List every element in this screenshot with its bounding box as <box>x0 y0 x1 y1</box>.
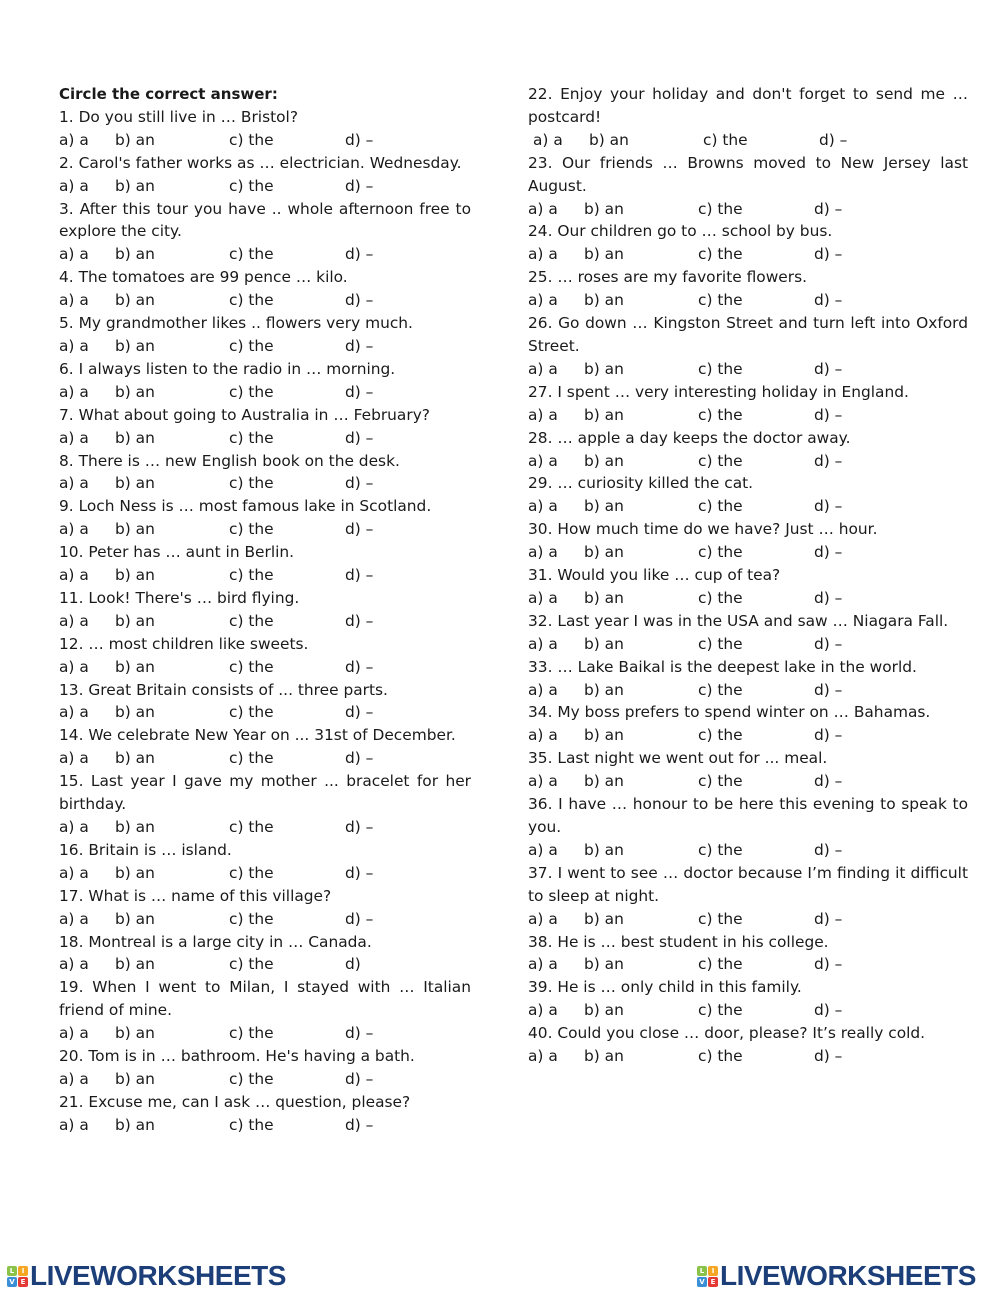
question-text: 22. Enjoy your holiday and don't forget to send me … postcard! <box>528 85 968 126</box>
answer-option-a[interactable]: a) a <box>528 451 558 470</box>
answer-option-a[interactable]: a) a <box>528 955 558 974</box>
question-text: 18. Montreal is a large city in … Canada. <box>59 932 372 951</box>
answer-option-d[interactable]: d) – <box>814 1001 843 1020</box>
answer-option-d[interactable]: d) – <box>814 772 843 791</box>
answer-option-d[interactable]: d) – <box>345 291 374 310</box>
answer-option-a[interactable]: a) a <box>528 359 558 378</box>
answer-option-b[interactable]: b) an <box>115 1024 155 1043</box>
answer-options <box>59 472 471 495</box>
answer-option-a[interactable]: a) a <box>59 657 89 676</box>
question-text: 25. … roses are my favorite flowers. <box>528 268 808 287</box>
answer-options <box>59 381 471 404</box>
answer-option-d[interactable]: d) – <box>345 428 374 447</box>
answer-option-d[interactable]: d) – <box>345 703 374 722</box>
answer-option-d[interactable]: d) – <box>345 566 374 585</box>
answer-option-c[interactable]: c) the <box>229 1115 274 1134</box>
answer-option-d[interactable]: d) – <box>814 840 843 859</box>
answer-option-c[interactable]: c) the <box>698 680 743 699</box>
answer-options <box>59 816 471 839</box>
answer-options <box>59 335 471 358</box>
answer-option-a[interactable]: a) a <box>528 245 558 264</box>
answer-option-d[interactable]: d) – <box>345 336 374 355</box>
answer-options <box>528 198 968 221</box>
answer-option-c[interactable]: c) the <box>229 245 274 264</box>
answer-option-a[interactable]: a) a <box>59 1024 89 1043</box>
question-text: 36. I have … honour to be here this evening to speak to you. <box>528 795 968 836</box>
answer-options <box>528 633 968 656</box>
answer-option-b[interactable]: b) an <box>584 291 624 310</box>
answer-option-c[interactable]: c) the <box>229 955 274 974</box>
answer-option-d[interactable]: d) – <box>819 130 848 149</box>
answer-option-d[interactable]: d) – <box>814 588 843 607</box>
question-text: 3. After this tour you have .. whole afternoon free to explore the city. <box>59 199 471 241</box>
question-list-right <box>528 83 968 1068</box>
answer-options <box>528 770 968 793</box>
answer-options <box>59 701 471 724</box>
question-text: 35. Last night we went out for ... meal. <box>528 749 828 768</box>
question-text: 32. Last year I was in the USA and saw … Niagara Fall. <box>528 611 949 630</box>
question-text: 29. … curiosity killed the cat. <box>528 474 754 493</box>
answer-options <box>528 404 968 427</box>
answer-options <box>59 518 471 541</box>
answer-options <box>528 908 968 931</box>
question-text: 28. … apple a day keeps the doctor away. <box>528 428 851 447</box>
answer-option-b[interactable]: b) an <box>584 1001 624 1020</box>
answer-option-b[interactable]: b) an <box>115 818 155 836</box>
question-text: 5. My grandmother likes .. flowers very much. <box>59 314 413 333</box>
answer-option-b[interactable]: b) an <box>115 474 155 493</box>
answer-option-d[interactable]: d) – <box>345 382 374 401</box>
answer-option-c[interactable]: c) the <box>698 199 743 218</box>
answer-option-a[interactable]: a) a <box>528 543 558 562</box>
answer-option-a[interactable]: a) a <box>59 703 89 722</box>
answer-option-d[interactable]: d) – <box>814 291 843 310</box>
question-text: 1. Do you still live in … Bristol? <box>59 107 298 126</box>
answer-option-a[interactable]: a) a <box>59 909 89 928</box>
answer-option-d[interactable]: d) – <box>814 909 843 928</box>
answer-options <box>59 862 471 885</box>
question-text: 30. How much time do we have? Just … hour. <box>528 520 878 539</box>
answer-option-c[interactable]: c) the <box>698 909 743 928</box>
answer-options <box>528 999 968 1022</box>
answer-option-b[interactable]: b) an <box>584 497 624 516</box>
answer-option-a[interactable]: a) a <box>528 634 558 653</box>
answer-option-d[interactable]: d) – <box>345 611 374 630</box>
question-text: 13. Great Britain consists of ... three parts. <box>59 680 388 699</box>
answer-option-c[interactable]: c) the <box>229 428 274 447</box>
answer-option-d[interactable]: d) – <box>814 955 843 974</box>
answer-option-a[interactable]: a) a <box>528 1047 558 1066</box>
question-text: 31. Would you like … cup of tea? <box>528 566 781 585</box>
answer-option-b[interactable]: b) an <box>584 909 624 928</box>
answer-option-b[interactable]: b) an <box>115 611 155 630</box>
question-text: 9. Loch Ness is … most famous lake in Scotland. <box>59 497 432 516</box>
answer-option-d[interactable]: d) – <box>814 199 843 218</box>
answer-option-a[interactable]: a) a <box>528 726 558 745</box>
answer-options <box>59 908 471 931</box>
answer-option-b[interactable]: b) an <box>584 451 624 470</box>
answer-options <box>59 564 471 587</box>
answer-option-a[interactable]: a) a <box>528 497 558 516</box>
answer-options <box>59 129 471 152</box>
answer-option-a[interactable]: a) a <box>59 382 89 401</box>
answer-options <box>59 1068 471 1091</box>
question-text: 7. What about going to Australia in … February? <box>59 405 430 424</box>
question-text: 34. My boss prefers to spend winter on … Bahamas. <box>528 703 931 722</box>
question-text: 17. What is … name of this village? <box>59 886 332 905</box>
answer-option-b[interactable]: b) an <box>584 359 624 378</box>
answer-option-a[interactable]: a) a <box>528 291 558 310</box>
answer-options <box>528 679 968 702</box>
instructions-title: Circle the correct answer: <box>59 85 278 103</box>
question-text: 26. Go down … Kingston Street and turn left into Oxford Street. <box>528 314 968 355</box>
question-text: 23. Our friends … Browns moved to New Jersey last August. <box>528 153 968 195</box>
answer-option-b[interactable]: b) an <box>584 680 624 699</box>
answer-option-b[interactable]: b) an <box>115 863 155 882</box>
question-text: 40. Could you close … door, please? It’s really cold. <box>528 1024 926 1043</box>
answer-option-b[interactable]: b) an <box>115 176 155 195</box>
answer-option-d[interactable]: d) – <box>345 863 374 882</box>
answer-option-b[interactable]: b) an <box>115 703 155 722</box>
answer-option-b[interactable]: b) an <box>115 955 155 974</box>
answer-option-a[interactable]: a) a <box>528 909 558 928</box>
answer-option-d[interactable]: d) – <box>345 176 374 195</box>
answer-option-c[interactable]: c) the <box>698 405 743 424</box>
answer-option-a[interactable]: a) a <box>528 199 558 218</box>
answer-option-a[interactable]: a) a <box>59 428 89 447</box>
question-text: 8. There is … new English book on the desk. <box>59 451 400 470</box>
answer-option-b[interactable]: b) an <box>115 520 155 539</box>
answer-option-c[interactable]: c) the <box>229 130 274 149</box>
question-text: 16. Britain is … island. <box>59 840 232 859</box>
answer-option-c[interactable]: c) the <box>698 543 743 562</box>
answer-option-c[interactable]: c) the <box>698 245 743 264</box>
answer-option-b[interactable]: b) an <box>584 772 624 791</box>
question-text: 12. … most children like sweets. <box>59 634 309 653</box>
answer-option-d[interactable]: d) – <box>814 405 843 424</box>
answer-option-c[interactable]: c) the <box>229 176 274 195</box>
answer-option-c[interactable]: c) the <box>229 818 274 836</box>
answer-options <box>528 541 968 564</box>
question-text: 20. Tom is in … bathroom. He's having a bath. <box>59 1047 415 1066</box>
left-column <box>59 83 471 1137</box>
answer-options <box>59 1022 471 1045</box>
answer-option-c[interactable]: c) the <box>229 749 274 768</box>
answer-option-d[interactable]: d) – <box>814 245 843 264</box>
answer-option-a[interactable]: a) a <box>528 405 558 424</box>
question-text: 39. He is … only child in this family. <box>528 978 802 997</box>
answer-option-d[interactable]: d) – <box>345 1115 374 1134</box>
answer-option-c[interactable]: c) the <box>229 1024 274 1043</box>
answer-option-a[interactable]: a) a <box>59 336 89 355</box>
answer-options <box>59 243 471 266</box>
answer-option-d[interactable]: d) – <box>345 749 374 768</box>
answer-option-c[interactable]: c) the <box>229 382 274 401</box>
answer-option-c[interactable]: c) the <box>229 291 274 310</box>
answer-option-c[interactable]: c) the <box>229 657 274 676</box>
answer-options <box>59 1114 471 1137</box>
answer-options <box>59 747 471 770</box>
answer-option-c[interactable]: c) the <box>698 451 743 470</box>
answer-option-a[interactable]: a) a <box>528 588 558 607</box>
answer-option-a[interactable]: a) a <box>59 863 89 882</box>
answer-option-a[interactable]: a) a <box>59 474 89 493</box>
answer-option-a[interactable]: a) a <box>59 130 89 149</box>
answer-option-d[interactable]: d) – <box>814 726 843 745</box>
question-text: 10. Peter has … aunt in Berlin. <box>59 543 295 562</box>
answer-options <box>59 656 471 679</box>
answer-option-a[interactable]: a) a <box>59 291 89 310</box>
answer-option-c[interactable]: c) the <box>229 611 274 630</box>
answer-option-a[interactable]: a) a <box>59 566 89 585</box>
answer-option-c[interactable]: c) the <box>229 566 274 585</box>
answer-option-a[interactable]: a) a <box>59 1069 89 1088</box>
right-column <box>528 83 968 1068</box>
answer-option-d[interactable]: d) – <box>814 634 843 653</box>
answer-option-d[interactable]: d) – <box>814 1047 843 1066</box>
answer-option-b[interactable]: b) an <box>115 428 155 447</box>
answer-options <box>59 610 471 633</box>
answer-options <box>528 495 968 518</box>
answer-option-c[interactable]: c) the <box>229 1069 274 1088</box>
answer-option-c[interactable]: c) the <box>229 474 274 493</box>
answer-option-c[interactable]: c) the <box>703 130 748 149</box>
question-text: 27. I spent … very interesting holiday in England. <box>528 382 909 401</box>
answer-option-a[interactable]: a) a <box>528 680 558 699</box>
answer-option-c[interactable]: c) the <box>698 955 743 974</box>
answer-option-d[interactable]: d) – <box>814 451 843 470</box>
answer-option-c[interactable]: c) the <box>698 291 743 310</box>
answer-option-d[interactable]: d) – <box>345 474 374 493</box>
answer-option-a[interactable]: a) a <box>59 749 89 768</box>
answer-option-a[interactable]: a) a <box>59 245 89 264</box>
answer-option-b[interactable]: b) an <box>115 657 155 676</box>
answer-option-c[interactable]: c) the <box>698 772 743 791</box>
answer-option-c[interactable]: c) the <box>698 1001 743 1020</box>
answer-option-a[interactable]: a) a <box>59 955 89 974</box>
answer-options <box>528 839 968 862</box>
question-list-left <box>59 106 471 1137</box>
answer-options <box>528 243 968 266</box>
answer-option-a[interactable]: a) a <box>59 520 89 539</box>
answer-options <box>528 724 968 747</box>
question-text: 19. When I went to Milan, I stayed with … Italian friend of mine. <box>59 978 471 1020</box>
question-text: 6. I always listen to the radio in … morning. <box>59 359 396 378</box>
answer-option-c[interactable]: c) the <box>698 359 743 378</box>
answer-options <box>59 175 471 198</box>
answer-options <box>528 358 968 381</box>
question-text: 24. Our children go to … school by bus. <box>528 222 833 241</box>
logo-blocks-icon: L I V E <box>697 1266 718 1287</box>
answer-option-c[interactable]: c) the <box>698 588 743 607</box>
answer-option-d[interactable]: d) <box>345 955 361 974</box>
answer-option-c[interactable]: c) the <box>229 703 274 722</box>
answer-option-d[interactable]: d) – <box>345 1024 374 1043</box>
answer-option-b[interactable]: b) an <box>584 955 624 974</box>
answer-options <box>59 427 471 450</box>
answer-option-d[interactable]: d) – <box>345 818 374 836</box>
answer-option-d[interactable]: d) – <box>814 680 843 699</box>
answer-option-b[interactable]: b) an <box>115 245 155 264</box>
logo-text: LIVEWORKSHEETS <box>720 1260 976 1291</box>
answer-option-b[interactable]: b) an <box>115 566 155 585</box>
answer-option-d[interactable]: d) – <box>814 543 843 562</box>
answer-option-c[interactable]: c) the <box>229 336 274 355</box>
question-text: 37. I went to see … doctor because I’m finding it difficult to sleep at night. <box>528 863 968 905</box>
question-text: 14. We celebrate New Year on ... 31st of December. <box>59 726 456 745</box>
logo-blocks-icon: L I V E <box>7 1266 28 1287</box>
answer-options <box>528 129 968 152</box>
liveworksheets-logo-right <box>697 1260 976 1292</box>
question-text: 21. Excuse me, can I ask … question, please? <box>59 1092 411 1111</box>
answer-options <box>528 587 968 610</box>
question-text: 15. Last year I gave my mother ... bracelet for her birthday. <box>59 772 471 814</box>
answer-option-c[interactable]: c) the <box>229 863 274 882</box>
answer-option-d[interactable]: d) – <box>345 520 374 539</box>
answer-option-c[interactable]: c) the <box>229 909 274 928</box>
answer-option-d[interactable]: d) – <box>345 657 374 676</box>
answer-option-a[interactable]: a) a <box>59 176 89 195</box>
logo-text: LIVEWORKSHEETS <box>30 1260 286 1291</box>
answer-option-b[interactable]: b) an <box>584 1047 624 1066</box>
question-text: 4. The tomatoes are 99 pence … kilo. <box>59 268 348 287</box>
answer-option-b[interactable]: b) an <box>115 1069 155 1088</box>
answer-option-d[interactable]: d) – <box>345 245 374 264</box>
answer-option-d[interactable]: d) – <box>814 359 843 378</box>
answer-option-b[interactable]: b) an <box>584 840 624 859</box>
answer-option-b[interactable]: b) an <box>584 543 624 562</box>
answer-option-b[interactable]: b) an <box>584 588 624 607</box>
answer-option-b[interactable]: b) an <box>584 199 624 218</box>
question-text: 33. … Lake Baikal is the deepest lake in the world. <box>528 657 917 676</box>
answer-options <box>528 1045 968 1068</box>
answer-option-c[interactable]: c) the <box>698 726 743 745</box>
answer-option-c[interactable]: c) the <box>229 520 274 539</box>
answer-option-d[interactable]: d) – <box>345 1069 374 1088</box>
question-text: 2. Carol's father works as … electrician. Wednesday. <box>59 153 462 172</box>
question-text: 38. He is … best student in his college. <box>528 932 829 951</box>
answer-option-c[interactable]: c) the <box>698 1047 743 1066</box>
answer-option-d[interactable]: d) – <box>345 130 374 149</box>
answer-option-d[interactable]: d) – <box>345 909 374 928</box>
answer-option-b[interactable]: b) an <box>115 749 155 768</box>
answer-option-b[interactable]: b) an <box>115 1115 155 1134</box>
answer-option-b[interactable]: b) an <box>584 405 624 424</box>
answer-option-a[interactable]: a) a <box>528 772 558 791</box>
answer-option-b[interactable]: b) an <box>115 291 155 310</box>
answer-options <box>528 953 968 976</box>
liveworksheets-logo-left <box>7 1260 286 1292</box>
answer-option-c[interactable]: c) the <box>698 497 743 516</box>
answer-option-a[interactable]: a) a <box>59 818 89 836</box>
answer-options <box>528 289 968 312</box>
answer-option-a[interactable]: a) a <box>59 611 89 630</box>
answer-option-b[interactable]: b) an <box>115 909 155 928</box>
answer-option-b[interactable]: b) an <box>584 245 624 264</box>
answer-option-a[interactable]: a) a <box>528 1001 558 1020</box>
answer-option-b[interactable]: b) an <box>115 130 155 149</box>
answer-option-b[interactable]: b) an <box>589 130 629 149</box>
answer-option-c[interactable]: c) the <box>698 840 743 859</box>
answer-option-c[interactable]: c) the <box>698 634 743 653</box>
answer-option-b[interactable]: b) an <box>115 336 155 355</box>
answer-option-b[interactable]: b) an <box>115 382 155 401</box>
answer-option-b[interactable]: b) an <box>584 726 624 745</box>
answer-options <box>59 953 471 976</box>
answer-options <box>528 450 968 473</box>
answer-option-a[interactable]: a) a <box>533 130 563 149</box>
answer-options <box>59 289 471 312</box>
answer-option-d[interactable]: d) – <box>814 497 843 516</box>
answer-option-b[interactable]: b) an <box>584 634 624 653</box>
question-text: 11. Look! There's … bird flying. <box>59 588 300 607</box>
answer-option-a[interactable]: a) a <box>528 840 558 859</box>
answer-option-a[interactable]: a) a <box>59 1115 89 1134</box>
